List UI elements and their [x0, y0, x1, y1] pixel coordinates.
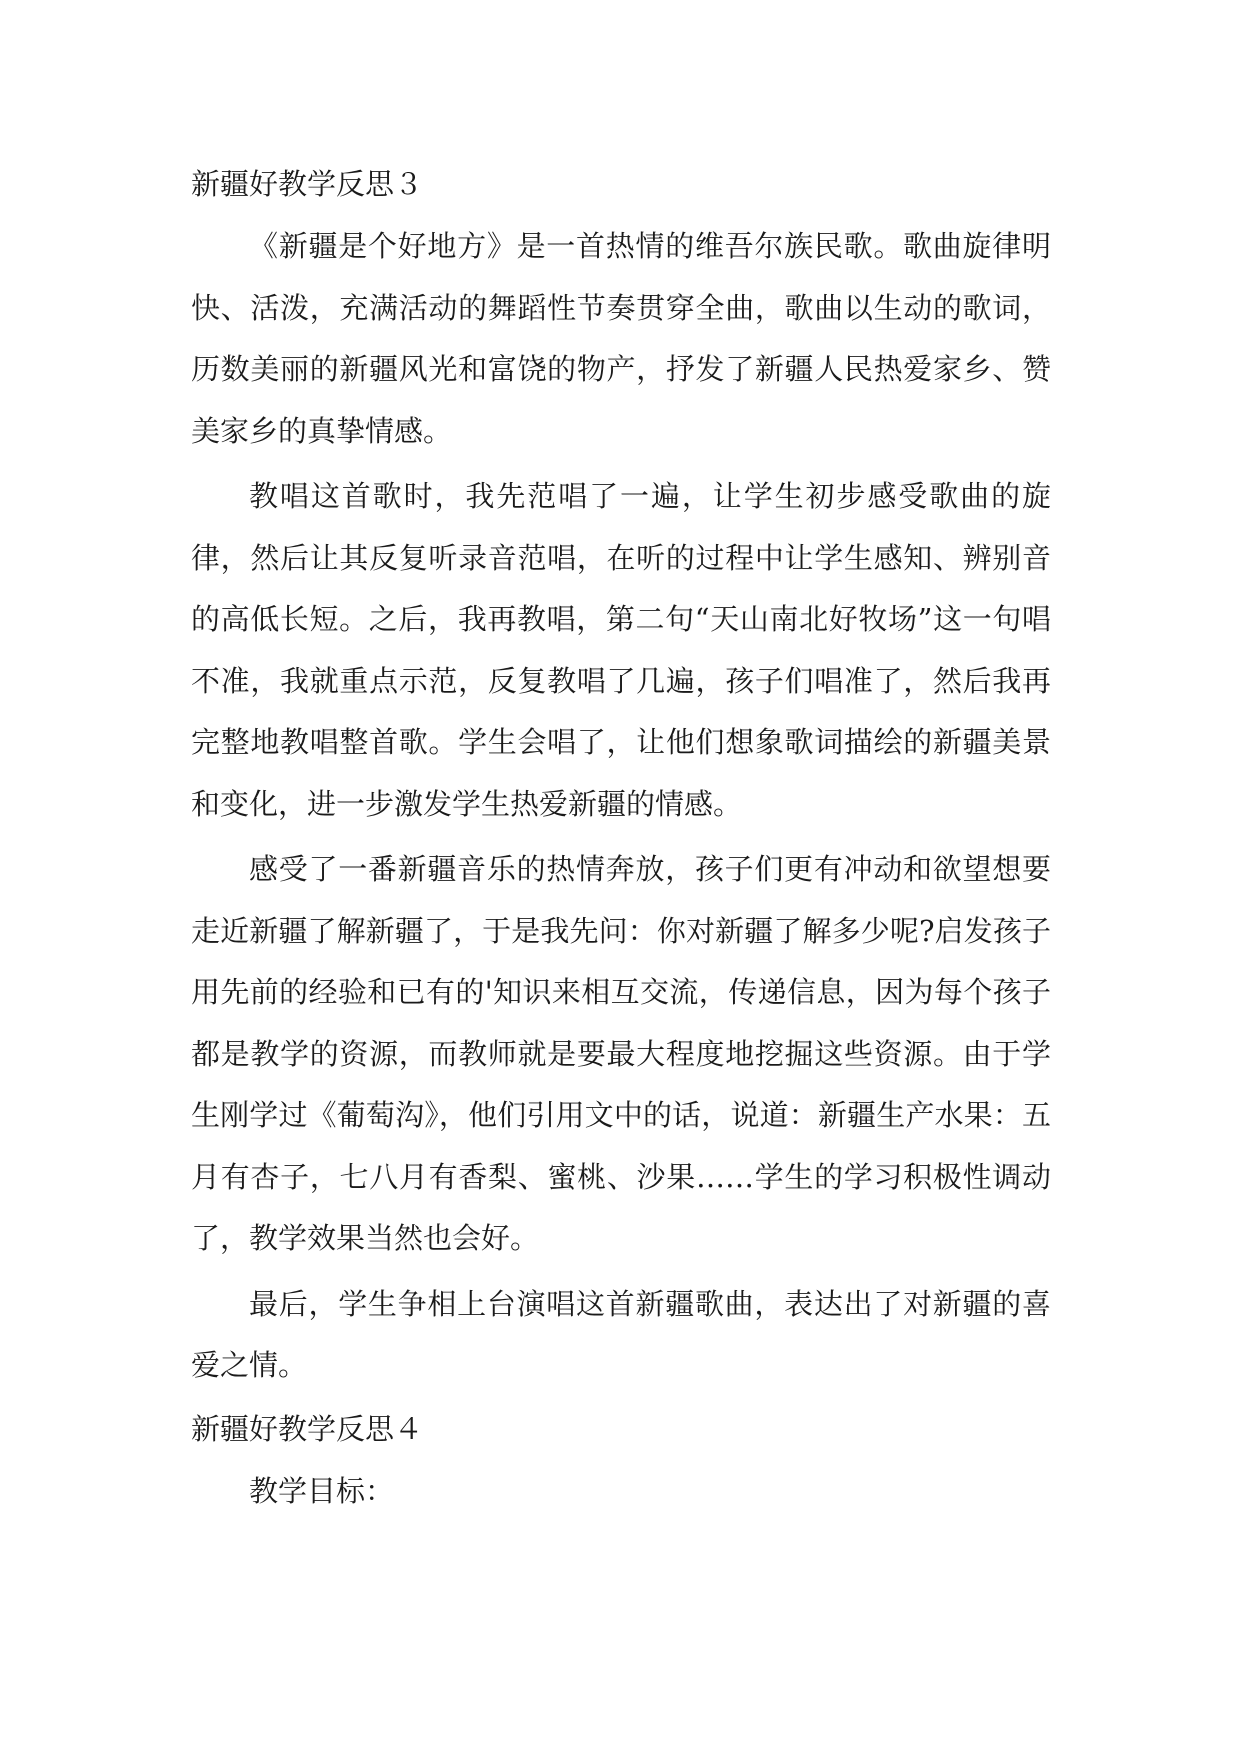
document-body — [191, 152, 1051, 1522]
section-heading-4: 新疆好教学反思４ — [191, 1411, 424, 1446]
section-heading-3: 新疆好教学反思３ — [191, 167, 424, 201]
paragraph-conclusion: 最后，学生争相上台演唱这首新疆歌曲，表达出了对新疆的喜爱之情。 — [191, 1286, 1051, 1382]
paragraph-teaching-process: 教唱这首歌时，我先范唱了一遍，让学生初步感受歌曲的旋律，然后让其反复听录音范唱，在听的过程中让学生感知、辨别音的高低长短。之后，我再教唱，第二句“天山南北好牧场”这一句唱不准，我就重点示范，反复教唱了几遍，孩子们唱准了，然后我再完整地教唱整首歌。学生会唱了，让他们想象歌词描绘的新疆美景和变化，进一步激发学生热爱新疆的情感。 — [191, 479, 1051, 821]
paragraph-student-discussion: 感受了一番新疆音乐的热情奔放，孩子们更有冲动和欲望想要走近新疆了解新疆了，于是我先问：你对新疆了解多少呢?启发孩子用先前的经验和已有的'知识来相互交流，传递信息，因为每个孩子都是教学的资源，而教师就是要最大程度地挖掘这些资源。由于学生刚学过《葡萄沟》，他们引用文中的话，说道：新疆生产水果：五月有杏子，七八月有香梨、蜜桃、沙果……学生的学习积极性调动了，教学效果当然也会好。 — [191, 852, 1051, 1255]
paragraph-song-intro: 《新疆是个好地方》是一首热情的维吾尔族民歌。歌曲旋律明快、活泼，充满活动的舞蹈性节奏贯穿全曲，歌曲以生动的歌词，历数美丽的新疆风光和富饶的物产，抒发了新疆人民热爱家乡、赞美家乡的真挚情感。 — [191, 229, 1051, 448]
paragraph-teaching-goals: 教学目标： — [249, 1473, 395, 1508]
